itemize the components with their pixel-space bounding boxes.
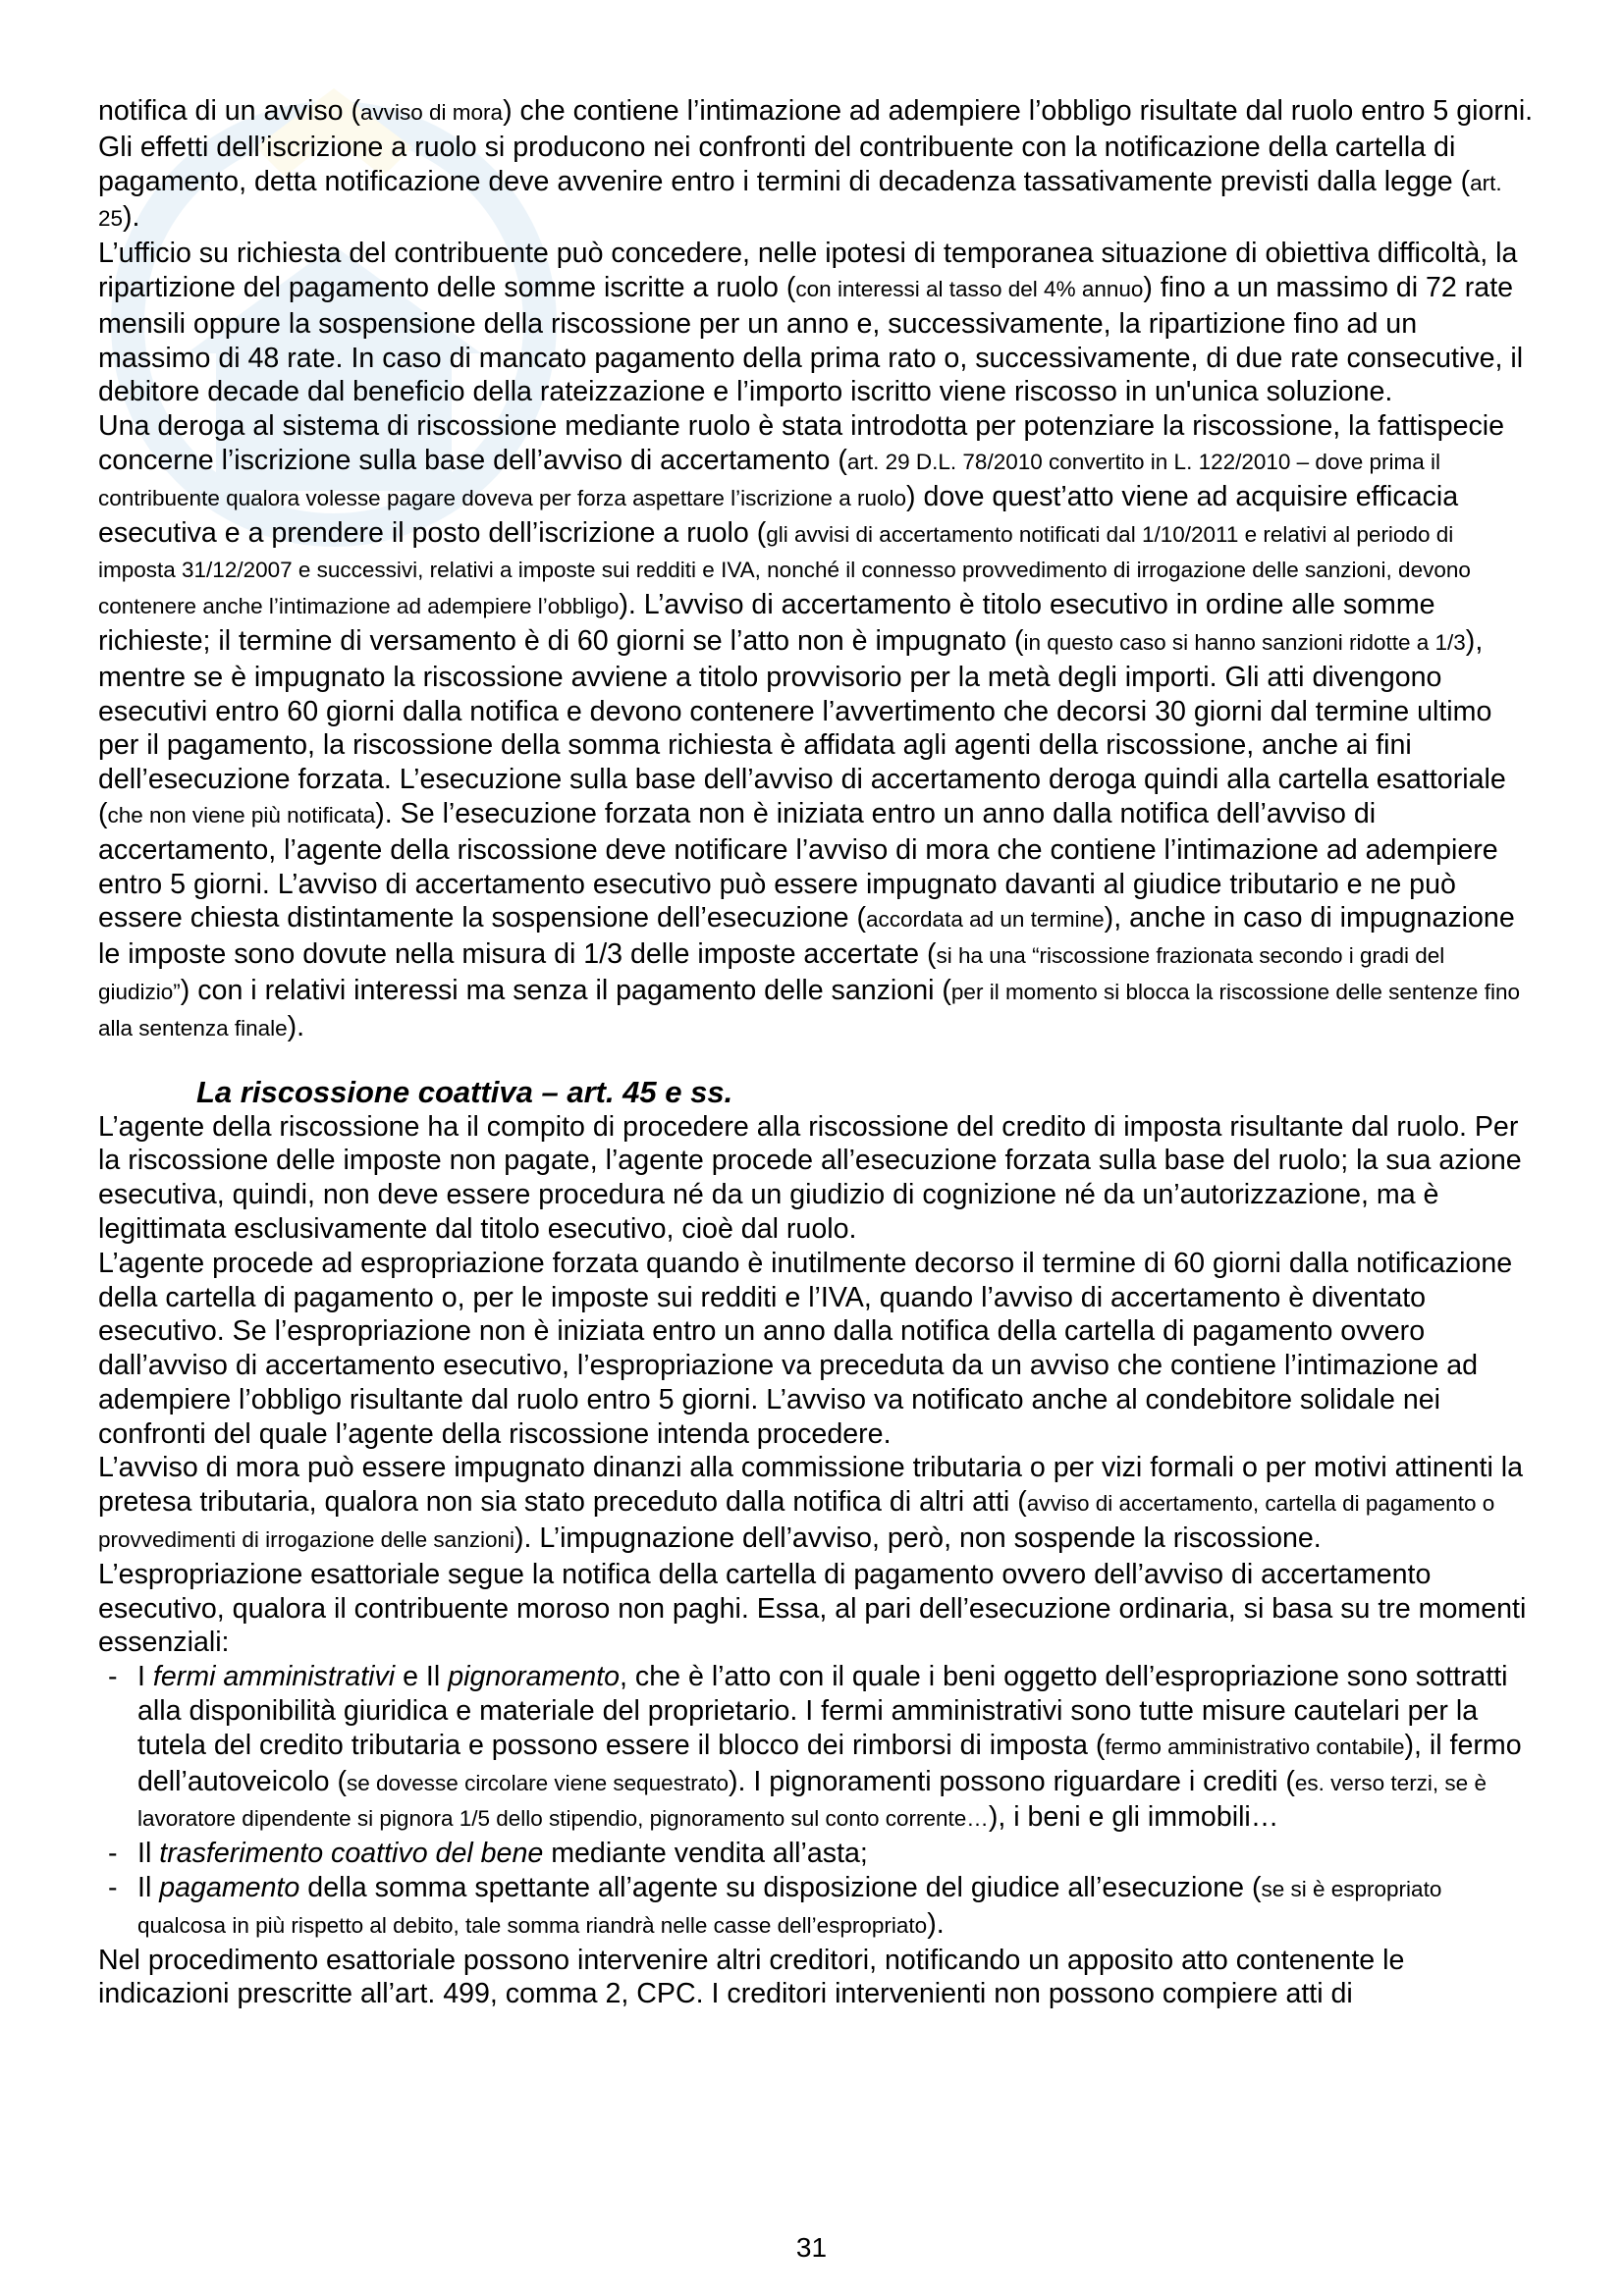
- bullet-list-momenti: [98, 1660, 1534, 1943]
- annotation-text: avviso di mora: [360, 100, 504, 125]
- document-page: [98, 94, 1534, 2011]
- body-text: Il: [137, 1872, 160, 1904]
- annotation-text: es. verso terzi, se è lavoratore dipendente si pignora 1/5 dello stipendio, pignoramento sul conto corrente…: [137, 1770, 1487, 1832]
- list-item-fermi-pignoramento: [98, 1660, 1534, 1837]
- paragraph-impugnazione-avviso: [98, 1451, 1534, 1557]
- body-text: L’agente procede ad espropriazione forzata quando è inutilmente decorso il termine di 60 giorni dalla notificazione della cartella di pagamento o, per le imposte sui redditi e l’IVA, quando l’avviso di accertamento è diventato esecutivo. Se l’espropriazione non è iniziata entro un anno dalla notifica della cartella di pagamento ovvero dall’avviso di accertamento esecutivo, l’espropriazione va preceduta da un avviso che contiene l’intimazione ad adempiere l’obbligo risultante dal ruolo entro 5 giorni. L’avviso va notificato anche al condebitore solidale nei confronti del quale l’agente della riscossione intenda procedere.: [98, 1247, 1513, 1450]
- body-text: ). I pignoramenti possono riguardare i crediti (: [728, 1765, 1295, 1797]
- body-text: L’agente della riscossione ha il compito di procedere alla riscossione del credito di imposta risultante dal ruolo. Per la riscossione delle imposte non pagate, l’agente procede all’esecuzione forzata sulla base del ruolo; la sua azione esecutiva, quindi, non deve essere procedura né da un giudizio di cognizione né da un’autorizzazione, ma è legittimata esclusivamente dal titolo esecutivo, cioè dal ruolo.: [98, 1110, 1522, 1245]
- list-item-trasferimento-coattivo: [98, 1837, 1534, 1871]
- annotation-text: che non viene più notificata: [107, 802, 376, 828]
- body-text: ), i beni e gli immobili…: [988, 1801, 1279, 1834]
- body-text: ).: [123, 201, 140, 234]
- body-text: ) dove quest’atto viene ad acquisire efficacia esecutiva e a prendere il posto dell’iscrizione a ruolo (: [98, 480, 1459, 549]
- annotation-text: art. 29 D.L. 78/2010 convertito in L. 122/2010 – dove prima il contribuente qualora volesse pagare doveva per forza aspettare l’iscrizione a ruolo: [98, 449, 1440, 510]
- paragraph-creditori-intervenienti: [98, 1944, 1534, 2012]
- annotation-text: si ha una “riscossione frazionata secondo i gradi del giudizio”: [98, 943, 1445, 1004]
- body-text: I: [137, 1661, 153, 1693]
- body-text: ).: [287, 1010, 305, 1042]
- body-text: e Il: [395, 1661, 449, 1693]
- annotation-text: se si è espropriato qualcosa in più rispetto al debito, tale somma riandrà nelle casse dell’espropriato: [137, 1877, 1442, 1938]
- body-text: ) che contiene l’intimazione ad adempiere l’obbligo risultate dal ruolo entro 5 giorni.: [503, 95, 1534, 127]
- body-text: L’ufficio su richiesta del contribuente può concedere, nelle ipotesi di temporanea situazione di obiettiva difficoltà, la ripartizione del pagamento delle somme iscritte a ruolo (: [98, 238, 1518, 303]
- annotation-text: fermo amministrativo contabile: [1105, 1734, 1405, 1759]
- section-heading: La riscossione coattiva – art. 45 e ss.: [196, 1074, 733, 1109]
- paragraph-rateizzazione: [98, 237, 1534, 409]
- annotation-text: in questo caso si hanno sanzioni ridotte a 1/3: [1023, 629, 1466, 655]
- annotation-text: con interessi al tasso del 4% annuo: [795, 276, 1144, 301]
- body-text: ) fino a un massimo di 72 rate mensili oppure la sospensione della riscossione per un anno e, successivamente, la ripartizione fino ad un massimo di 48 rate. In caso di mancato pagamento della prima rato o, successivamente, di due rate consecutive, il debitore decade dal beneficio della rateizzazione e l’importo iscritto viene riscosso in un'unica soluzione.: [98, 271, 1524, 408]
- body-text: , che è l’atto con il quale i beni oggetto dell’espropriazione sono sottratti alla disponibilità giuridica e materiale del proprietario. I fermi amministrativi sono tutte misure cautelari per la tutela del credito tributaria e possono essere il blocco dei rimborsi di imposta (: [137, 1661, 1508, 1761]
- page-number: 31: [795, 2232, 828, 2263]
- emphasis-text: fermi amministrativi: [152, 1661, 396, 1693]
- paragraph-avviso-di-mora: [98, 94, 1534, 131]
- paragraph-agente-riscossione: [98, 1110, 1534, 1247]
- annotation-text: gli avvisi di accertamento notificati dal 1/10/2011 e relativi al periodo di imposta 31/12/2007 e successivi, relativi a imposte sui redditi e IVA, nonché il connesso provvedimento di irrogazione delle sanzioni, devono contenere anche l’intimazione ad adempiere l’obbligo: [98, 521, 1471, 619]
- body-text: notifica di un avviso (: [98, 95, 361, 127]
- body-text: ), mentre se è impugnato la riscossione avviene a titolo provvisorio per la metà degli importi. Gli atti divengono esecutivi entro 60 giorni dalla notifica e devono contenere l’avvertimento che decorsi 30 giorni dal termine ultimo per il pagamento, la riscossione della somma richiesta è affidata agli agenti della riscossione, anche ai fini dell’esecuzione forzata. L’esecuzione sulla base dell’avviso di accertamento deroga quindi alla cartella esattoriale (: [98, 624, 1506, 829]
- list-item-pagamento: [98, 1871, 1534, 1944]
- body-text: L’espropriazione esattoriale segue la notifica della cartella di pagamento ovvero dell’avviso di accertamento esecutivo, qualora il contribuente moroso non paghi. Essa, al pari dell’esecuzione ordinaria, si basa su tre momenti essenziali:: [98, 1558, 1527, 1659]
- body-text: ), il fermo dell’autoveicolo (: [137, 1729, 1522, 1797]
- body-text: ). Se l’esecuzione forzata non è iniziata entro un anno dalla notifica dell’avviso di accertamento, l’agente della riscossione deve notificare l’avviso di mora che contiene l’intimazione ad adempiere entro 5 giorni. L’avviso di accertamento esecutivo può essere impugnato davanti al giudice tributario e ne può essere chiesta distintamente la sospensione dell’esecuzione (: [98, 797, 1498, 934]
- body-text: L’avviso di mora può essere impugnato dinanzi alla commissione tributaria o per vizi formali o per motivi attinenti la pretesa tributaria, qualora non sia stato preceduto dalla notifica di altri atti (: [98, 1452, 1524, 1519]
- annotation-text: per il momento si blocca la riscossione delle sentenze fino alla sentenza finale: [98, 979, 1520, 1041]
- paragraph-espropriazione-esattoriale: [98, 1558, 1534, 1660]
- annotation-text: art. 25: [98, 170, 1502, 232]
- paragraph-effetti-iscrizione: [98, 131, 1534, 237]
- body-text: ), anche in caso di impugnazione le imposte sono dovute nella misura di 1/3 delle imposte accertate (: [98, 902, 1515, 971]
- paragraph-espropriazione-forzata: [98, 1247, 1534, 1452]
- body-text: Gli effetti dell’iscrizione a ruolo si producono nei confronti del contribuente con la notificazione della cartella di pagamento, detta notificazione deve avvenire entro i termini di decadenza tassativamente previsti dalla legge (: [98, 131, 1471, 197]
- body-text: ). L’impugnazione dell’avviso, però, non sospende la riscossione.: [514, 1522, 1322, 1555]
- annotation-text: se dovesse circolare viene sequestrato: [347, 1770, 729, 1795]
- annotation-text: accordata ad un termine: [866, 907, 1105, 933]
- body-text: ). L’avviso di accertamento è titolo esecutivo in ordine alle somme richieste; il termine di versamento è di 60 giorni se l’atto non è impugnato (: [98, 589, 1435, 657]
- body-text: Il: [137, 1838, 160, 1870]
- body-text: Una deroga al sistema di riscossione mediante ruolo è stata introdotta per potenziare la riscossione, la fattispecie concerne l’iscrizione sulla base dell’avviso di accertamento (: [98, 410, 1505, 476]
- body-text: Nel procedimento esattoriale possono intervenire altri creditori, notificando un apposito atto contenente le indicazioni prescritte all’art. 499, comma 2, CPC. I creditori intervenienti non possono compiere atti di: [98, 1944, 1405, 2010]
- body-text: della somma spettante all’agente su disposizione del giudice all’esecuzione (: [299, 1872, 1262, 1904]
- paragraph-deroga-accertamento: [98, 409, 1534, 1045]
- body-text: ).: [927, 1907, 945, 1940]
- body-text: mediante vendita all’asta;: [543, 1838, 868, 1870]
- body-text: ) con i relativi interessi ma senza il pagamento delle sanzioni (: [180, 974, 951, 1006]
- emphasis-text: pignoramento: [448, 1661, 621, 1693]
- emphasis-text: trasferimento coattivo del bene: [159, 1838, 544, 1870]
- emphasis-text: pagamento: [159, 1872, 300, 1904]
- annotation-text: avviso di accertamento, cartella di pagamento o provvedimenti di irrogazione delle sanzioni: [98, 1491, 1495, 1553]
